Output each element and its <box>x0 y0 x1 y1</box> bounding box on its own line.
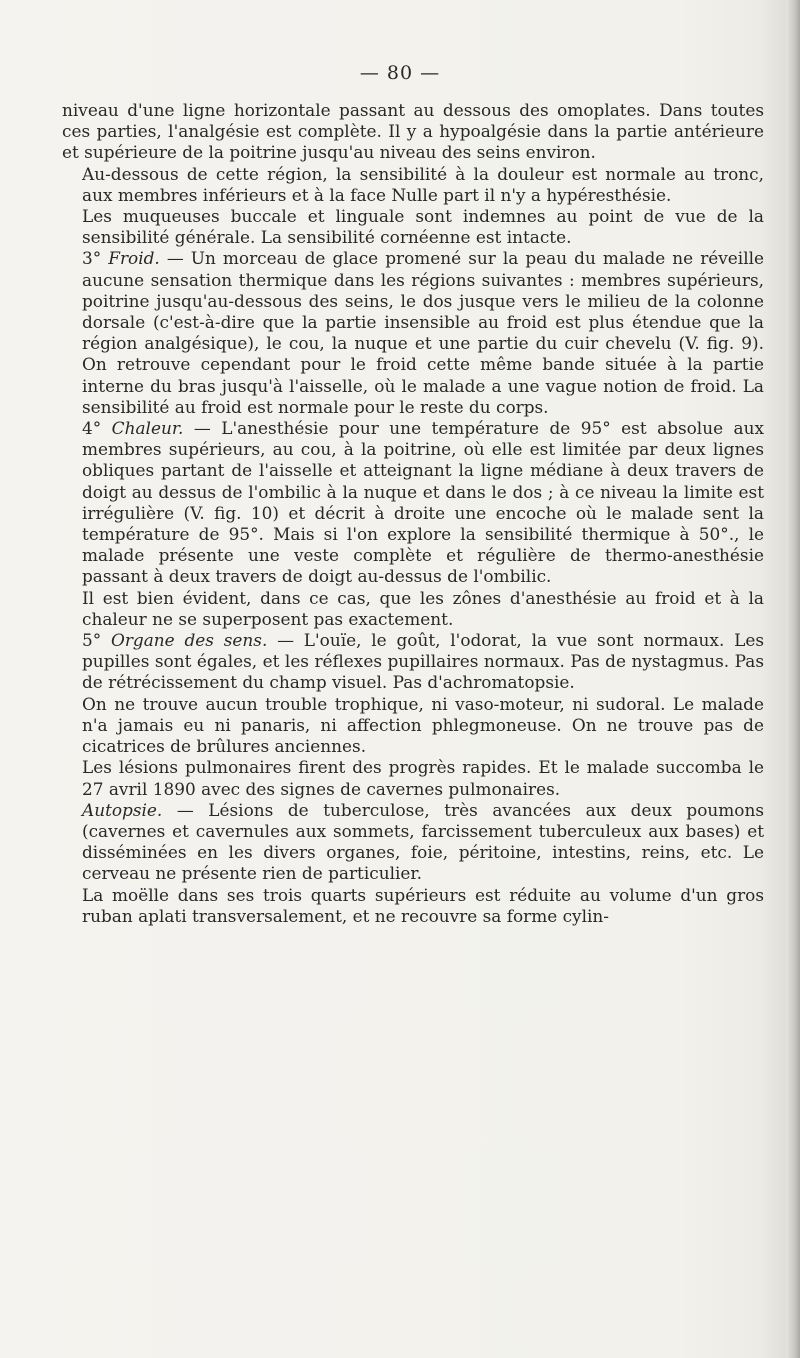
paragraph-organe-lead: 5° <box>82 630 111 651</box>
paragraph-9-text: Les lésions pulmonaires firent des progrès rapides. Et le malade succomba le 27 avril 1890 avec des signes de cavernes pulmonaires. <box>82 757 764 799</box>
paragraph-1-text: niveau d'une ligne horizontale passant au dessous des omoplates. Dans toutes ces parties, l'analgésie est complète. Il y a hypoalgésie dans la partie antérieure et supérieure de la poitrine jusqu'au niveau des seins environ. <box>62 100 764 163</box>
paragraph-froid-title: Froid. <box>108 248 160 269</box>
paragraph-11-text: La moëlle dans ses trois quarts supérieurs est réduite au volume d'un gros ruban aplati transversalement, et ne recouvre sa forme cylin- <box>82 884 764 926</box>
paragraph-3-text: Les muqueuses buccale et linguale sont indemnes au point de vue de la sensibilité générale. La sensibilité cornéenne est intacte. <box>82 206 764 248</box>
page-number: — 80 — <box>359 62 441 84</box>
paragraph-autopsie-text: — Lésions de tuberculose, très avancées aux deux poumons (cavernes et cavernules aux sommets, farcissement tuberculeux aux bases) et disséminées en les divers organes, foie, péritoine, intestins, reins, etc. Le cerveau ne présente rien de particulier. <box>82 799 764 884</box>
paragraph-2 <box>62 164 764 206</box>
paragraph-chaleur-text: — L'anesthésie pour une température de 95° est absolue aux membres supérieurs, au cou, à la poitrine, où elle est limitée par deux lignes obliques partant de l'aisselle et atteignant la ligne médiane à deux travers de doigt au dessus de l'ombilic à la nuque et dans le dos ; à ce niveau la limite est irrégulière (V. fig. 10) et décrit à droite une encoche où le malade sent la température de 95°. Mais si l'on explore la sensibilité thermique à 50°., le malade présente une veste complète et régulière de thermo-anesthésie passant à deux travers de doigt au-dessus de l'ombilic. <box>82 418 765 587</box>
paragraph-6-text: Il est bien évident, dans ce cas, que les zônes d'anesthésie au froid et à la chaleur ne se superposent pas exactement. <box>82 587 764 629</box>
paragraph-8-text: On ne trouve aucun trouble trophique, ni vaso-moteur, ni sudoral. Le malade n'a jamais eu ni panaris, ni affection phlegmoneuse. On ne trouve pas de cicatrices de brûlures anciennes. <box>82 693 764 757</box>
paragraph-chaleur-lead: 4° <box>82 418 112 439</box>
paragraph-3 <box>62 206 764 248</box>
paragraph-8 <box>62 694 764 758</box>
paragraph-autopsie-title: Autopsie. <box>82 799 163 820</box>
page-edge <box>786 0 800 1358</box>
paragraph-2-text: Au-dessous de cette région, la sensibilité à la douleur est normale au tronc, aux membres inférieurs et à la face Nulle part il n'y a hypéresthésie. <box>82 163 764 205</box>
paragraph-1 <box>62 100 764 164</box>
paragraph-chaleur-title: Chaleur. <box>111 418 184 439</box>
paragraph-froid <box>62 248 764 418</box>
paragraph-froid-lead: 3° <box>82 248 109 269</box>
paragraph-organe-text: — L'ouïe, le goût, l'odorat, la vue sont normaux. Les pupilles sont égales, et les réflexes pupillaires normaux. Pas de nystagmus. Pas de rétrécissement du champ visuel. Pas d'achromatopsie. <box>82 630 765 693</box>
body-text <box>62 100 764 927</box>
paragraph-6 <box>62 588 764 630</box>
paragraph-organe <box>62 630 764 694</box>
paragraph-chaleur <box>62 418 764 588</box>
paragraph-froid-text: — Un morceau de glace promené sur la peau du malade ne réveille aucune sensation thermique dans les régions suivantes : membres supérieurs, poitrine jusqu'au-dessous des seins, le dos jusque vers le milieu de la colonne dorsale (c'est-à-dire que la partie insensible au froid est plus étendue que la région analgésique), le cou, la nuque et une partie du cuir chevelu (V. fig. 9). On retrouve cependant pour le froid cette même bande située à la partie interne du bras jusqu'à l'aisselle, où le malade a une vague notion de froid. La sensibilité au froid est normale pour le reste du corps. <box>82 248 765 417</box>
paragraph-organe-title: Organe des sens. <box>111 630 268 651</box>
paragraph-autopsie <box>62 800 764 885</box>
paragraph-11 <box>62 885 764 927</box>
paragraph-9 <box>62 757 764 799</box>
